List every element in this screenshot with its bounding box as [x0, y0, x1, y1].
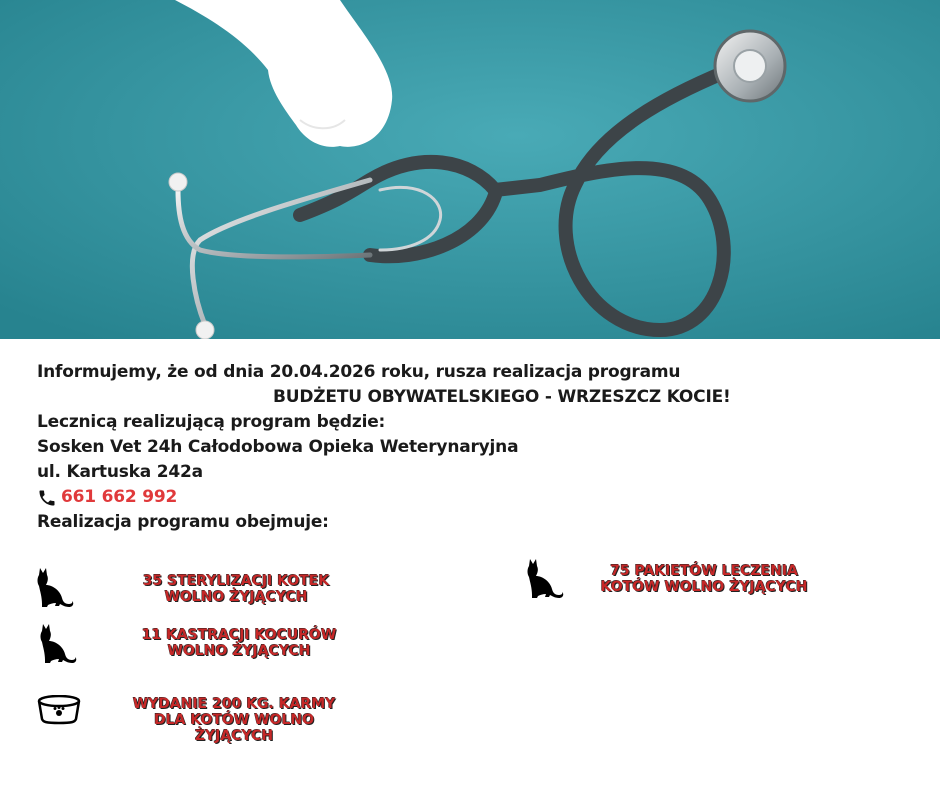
food-item: [118, 696, 350, 744]
phone-row[interactable]: [37, 485, 917, 510]
item-line: 75 PAKIETÓW LECZENIA: [610, 563, 798, 579]
clinic-name: Sosken Vet 24h Całodobowa Opieka Weterynaryjna: [37, 437, 519, 457]
hero-photo: [0, 0, 940, 339]
program-scope-heading: Realizacja programu obejmuje:: [37, 512, 329, 532]
castration-item: [123, 627, 355, 659]
item-line: WOLNO ŻYJĄCYCH: [167, 643, 311, 659]
phone-icon: [37, 488, 57, 508]
info-text-block: [37, 360, 917, 535]
announcement-line: Informujemy, że od dnia 20.04.2026 roku, rusza realizacja programu: [37, 362, 681, 382]
item-line: DLA KOTÓW WOLNO: [153, 712, 315, 728]
item-line: ŻYJĄCYCH: [194, 728, 274, 744]
item-line: WYDANIE 200 KG. KARMY: [132, 696, 336, 712]
sterilization-item: [120, 573, 352, 605]
program-name: BUDŻETU OBYWATELSKIEGO - WRZESZCZ KOCIE!: [273, 387, 731, 407]
item-line: 11 KASTRACJI KOCURÓW: [141, 627, 337, 643]
treatment-packages-item: [582, 563, 826, 595]
cat-silhouette-icon: [38, 622, 78, 664]
clinic-address: ul. Kartuska 242a: [37, 462, 203, 482]
pet-bowl-icon: [36, 695, 82, 725]
item-line: KOTÓW WOLNO ŻYJĄCYCH: [600, 579, 808, 595]
item-line: WOLNO ŻYJĄCYCH: [164, 589, 308, 605]
cat-silhouette-icon: [35, 566, 75, 608]
clinic-intro: Lecznicą realizującą program będzie:: [37, 412, 386, 432]
item-line: 35 STERYLIZACJI KOTEK: [142, 573, 330, 589]
phone-number[interactable]: 661 662 992: [61, 487, 178, 507]
cat-silhouette-icon: [525, 557, 565, 599]
